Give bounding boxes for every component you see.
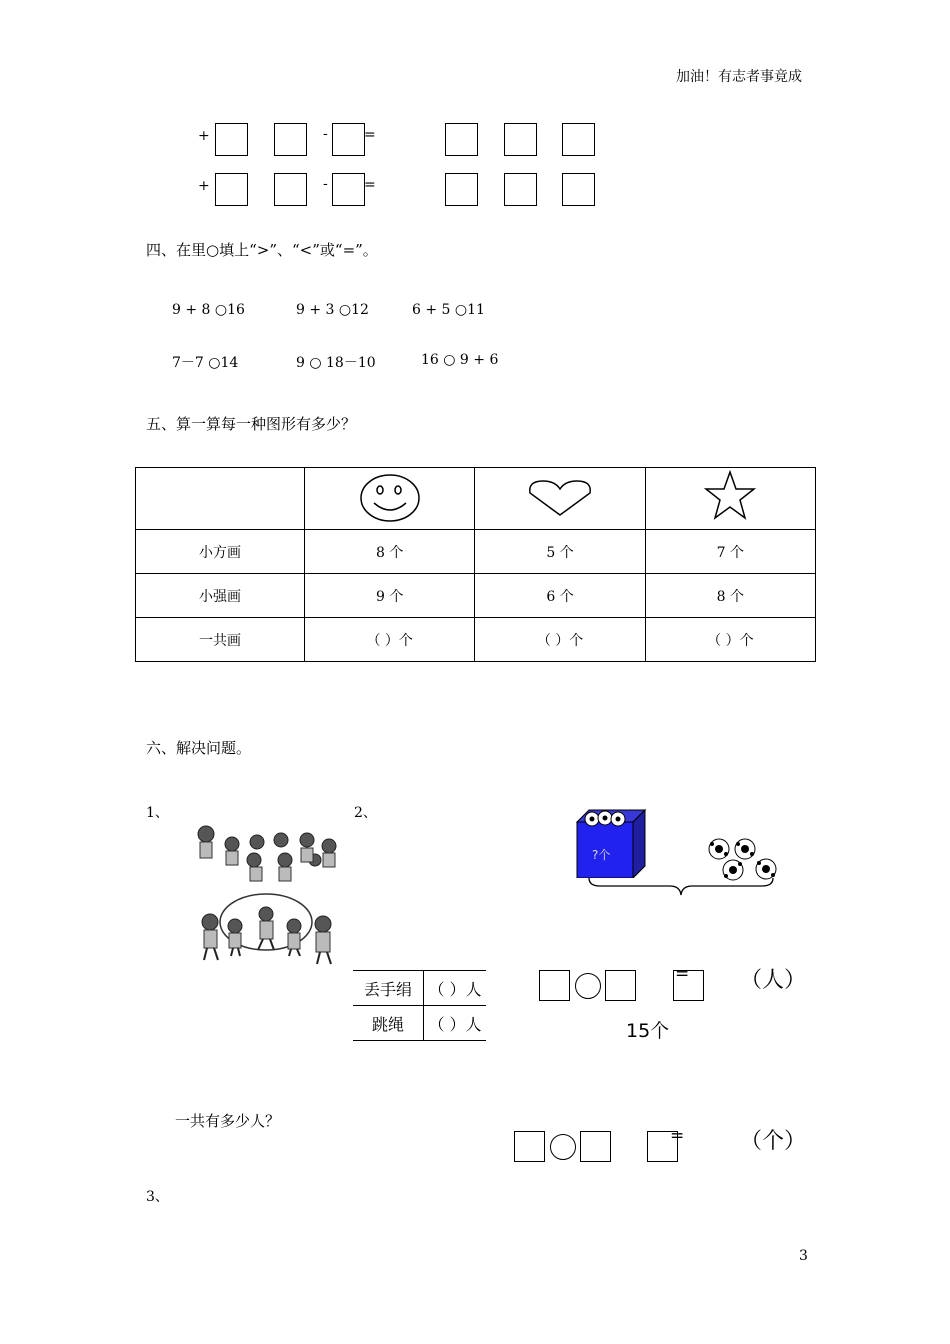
compare-item[interactable]: 9 + 3 ○12 — [296, 302, 369, 318]
equals-sign: = — [364, 177, 376, 193]
answer-box[interactable] — [274, 123, 307, 156]
answer-cell[interactable]: （ ）个 — [645, 618, 815, 662]
question-number-1: 1、 — [146, 805, 169, 821]
ball-box-illustration — [575, 806, 647, 878]
section4-title: 四、在里○填上“>”、“<”或“=”。 — [146, 241, 378, 259]
count-cell: 6 个 — [475, 574, 645, 618]
activity-label: 丢手绢 — [353, 971, 424, 1006]
answer-box[interactable] — [514, 1131, 545, 1162]
people-answer[interactable]: （ ）人 — [424, 1006, 487, 1041]
answer-box[interactable] — [562, 123, 595, 156]
children-playing-illustration — [190, 822, 345, 970]
answer-box[interactable] — [215, 173, 248, 206]
operator-circle[interactable] — [575, 973, 601, 999]
question-1-text: 一共有多少人？ — [175, 1112, 281, 1130]
row-label: 一共画 — [136, 618, 305, 662]
answer-box[interactable] — [274, 173, 307, 206]
plus-sign: + — [198, 128, 210, 144]
compare-item[interactable]: 9 + 8 ○16 — [172, 302, 245, 318]
unit-people: （人） — [740, 968, 807, 993]
shape-count-table — [135, 467, 816, 662]
table-row — [353, 1006, 486, 1041]
star-icon — [703, 470, 757, 524]
answer-box[interactable] — [504, 173, 537, 206]
answer-box[interactable] — [539, 970, 570, 1001]
answer-box[interactable] — [562, 173, 595, 206]
answer-box[interactable] — [332, 123, 365, 156]
header-motto: 加油！有志者事竟成 — [676, 69, 802, 85]
people-answer[interactable]: （ ）人 — [424, 971, 487, 1006]
equals-sign: = — [675, 964, 690, 984]
answer-box[interactable] — [445, 123, 478, 156]
question-number-2: 2、 — [354, 805, 377, 821]
operator-circle[interactable] — [550, 1134, 576, 1160]
table-corner-cell — [136, 468, 305, 530]
count-cell: 8 个 — [645, 574, 815, 618]
answer-box[interactable] — [445, 173, 478, 206]
equals-sign: = — [364, 127, 376, 143]
question-number-3: 3、 — [146, 1189, 169, 1205]
answer-box[interactable] — [504, 123, 537, 156]
heart-icon — [525, 475, 595, 519]
count-cell: 8 个 — [305, 530, 475, 574]
plus-sign: + — [198, 178, 210, 194]
activity-tally-table — [353, 970, 486, 1041]
answer-box[interactable] — [332, 173, 365, 206]
compare-item[interactable]: 9 ○ 18－10 — [296, 355, 376, 371]
row-label: 小方画 — [136, 530, 305, 574]
count-cell: 5 个 — [475, 530, 645, 574]
count-cell: 7 个 — [645, 530, 815, 574]
total-brace — [588, 877, 774, 897]
answer-box[interactable] — [605, 970, 636, 1001]
compare-item[interactable]: 16 ○ 9 + 6 — [421, 352, 499, 368]
answer-box[interactable] — [215, 123, 248, 156]
answer-box[interactable] — [580, 1131, 611, 1162]
unit-items: （个） — [740, 1129, 807, 1154]
total-label: 15个 — [626, 1020, 670, 1042]
section5-title: 五、算一算每一种图形有多少？ — [146, 415, 357, 433]
activity-label: 跳绳 — [353, 1006, 424, 1041]
smiley-face-icon — [355, 470, 425, 524]
row-label: 小强画 — [136, 574, 305, 618]
minus-sign: - — [323, 126, 328, 142]
table-row — [353, 971, 486, 1006]
box-question-label: ?个 — [592, 848, 611, 862]
compare-item[interactable]: 7－7 ○14 — [172, 355, 239, 371]
count-cell: 9 个 — [305, 574, 475, 618]
equals-sign: = — [670, 1126, 685, 1146]
page-number: 3 — [799, 1248, 808, 1264]
answer-cell[interactable]: （ ）个 — [475, 618, 645, 662]
section6-title: 六、解决问题。 — [146, 739, 252, 757]
minus-sign: - — [323, 176, 328, 192]
answer-cell[interactable]: （ ）个 — [305, 618, 475, 662]
compare-item[interactable]: 6 + 5 ○11 — [412, 302, 485, 318]
